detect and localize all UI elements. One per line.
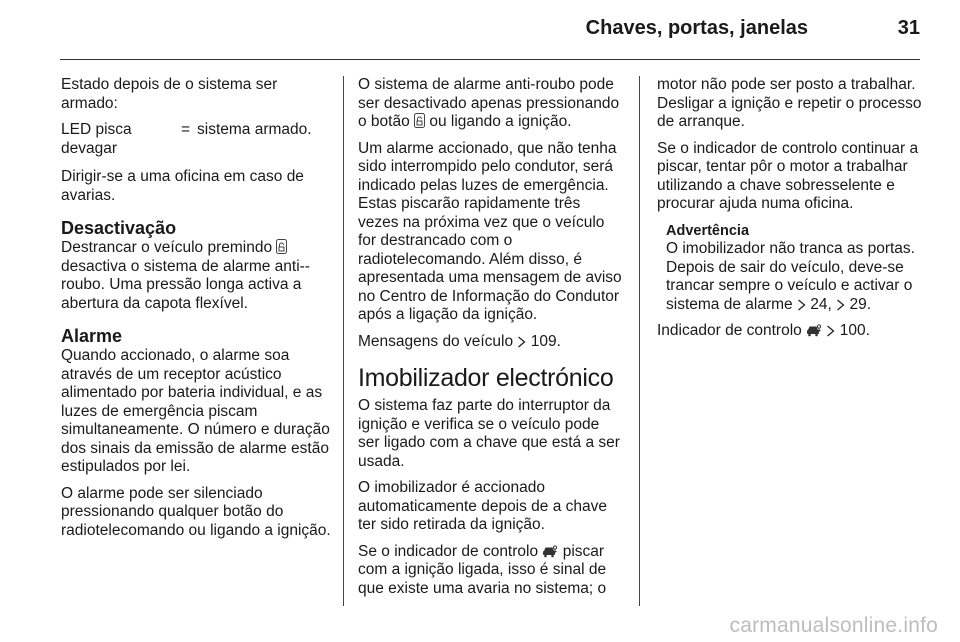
paragraph: Quando accionado, o alarme soa através de um receptor acústico alimentado por bateria individual, e as luzes de emergência piscam simultaneamente. O número e duração dos sinais da emissão de alarme estão estipulados por lei. bbox=[61, 347, 330, 475]
status-table-row bbox=[61, 121, 335, 158]
warning-box bbox=[666, 222, 927, 315]
page-reference-icon bbox=[797, 299, 806, 311]
warning-text: O imobilizador não tranca as portas. Depois de sair do veículo, deve-se trancar sempre o veículo e activar o sistema de alarme 24, 29. bbox=[666, 240, 915, 313]
paragraph: Mensagens do veículo 109. bbox=[358, 332, 561, 350]
unlock-button-icon bbox=[276, 239, 287, 254]
paragraph: motor não pode ser posto a trabalhar. Desligar a ignição e repetir o processo de arranque. bbox=[657, 76, 922, 130]
paragraph: O sistema faz parte do interruptor da ignição e verifica se o veículo pode ser ligado com a chave que está a ser usada. bbox=[358, 397, 620, 470]
column-middle bbox=[358, 76, 624, 606]
immobilizer-car-key-icon bbox=[542, 545, 558, 558]
paragraph: O sistema de alarme anti-roubo pode ser desactivado apenas pressionando o botão ou ligando a ignição. bbox=[358, 76, 620, 130]
header-rule bbox=[60, 59, 920, 60]
table-cell: sistema armado. bbox=[197, 121, 312, 138]
column-left bbox=[61, 76, 335, 548]
heading-imobilizador: Imobilizador electrónico bbox=[358, 364, 614, 392]
watermark: carmanualsonline.info bbox=[729, 614, 938, 637]
column-divider bbox=[639, 76, 640, 606]
table-cell: = bbox=[181, 121, 191, 138]
paragraph: Se o indicador de controlo piscar com a ignição ligada, isso é sinal de que existe uma avaria no sistema; o bbox=[358, 542, 607, 597]
column-divider bbox=[343, 76, 344, 606]
page-reference-icon bbox=[517, 336, 526, 348]
page-reference-icon bbox=[836, 299, 845, 311]
section-title: Chaves, portas, janelas bbox=[585, 17, 808, 39]
immobilizer-car-key-icon bbox=[806, 324, 822, 337]
page-reference-icon bbox=[826, 325, 835, 337]
heading-desactivacao: Desactivação bbox=[61, 218, 177, 238]
heading-alarme: Alarme bbox=[61, 326, 123, 346]
unlock-button-icon bbox=[414, 113, 425, 128]
paragraph: Indicador de controlo 100. bbox=[657, 322, 870, 339]
paragraph: Estado depois de o sistema ser armado: bbox=[61, 76, 278, 112]
page-header bbox=[60, 0, 920, 60]
page-number: 31 bbox=[897, 17, 920, 39]
table-cell: LED pisca devagar bbox=[61, 121, 132, 157]
paragraph: O imobilizador é accionado automaticamente depois de a chave ter sido retirada da ignição. bbox=[358, 479, 608, 533]
paragraph: Destrancar o veículo premindo desactiva o sistema de alarme anti--roubo. Uma pressão longa activa a abertura da capota flexível. bbox=[61, 239, 310, 312]
paragraph: Dirigir-se a uma oficina em caso de avarias. bbox=[61, 168, 304, 204]
warning-title: Advertência bbox=[666, 222, 750, 239]
column-right bbox=[657, 76, 927, 349]
paragraph: O alarme pode ser silenciado pressionando qualquer botão do radiotelecomando ou ligando a ignição. bbox=[61, 484, 331, 539]
paragraph: Se o indicador de controlo continuar a piscar, tentar pôr o motor a trabalhar utilizando a chave sobresselente e procurar ajuda numa oficina. bbox=[657, 139, 919, 212]
paragraph: Um alarme accionado, que não tenha sido interrompido pelo condutor, será indicado pelas luzes de emergência. Estas piscarão rapidamente três vezes na próxima vez que o veículo for destrancado com o radiotelecomando. Além disso, é apresentada uma mensagem de aviso no Centro de Informação do Condutor após a ligação da ignição. bbox=[358, 139, 622, 323]
